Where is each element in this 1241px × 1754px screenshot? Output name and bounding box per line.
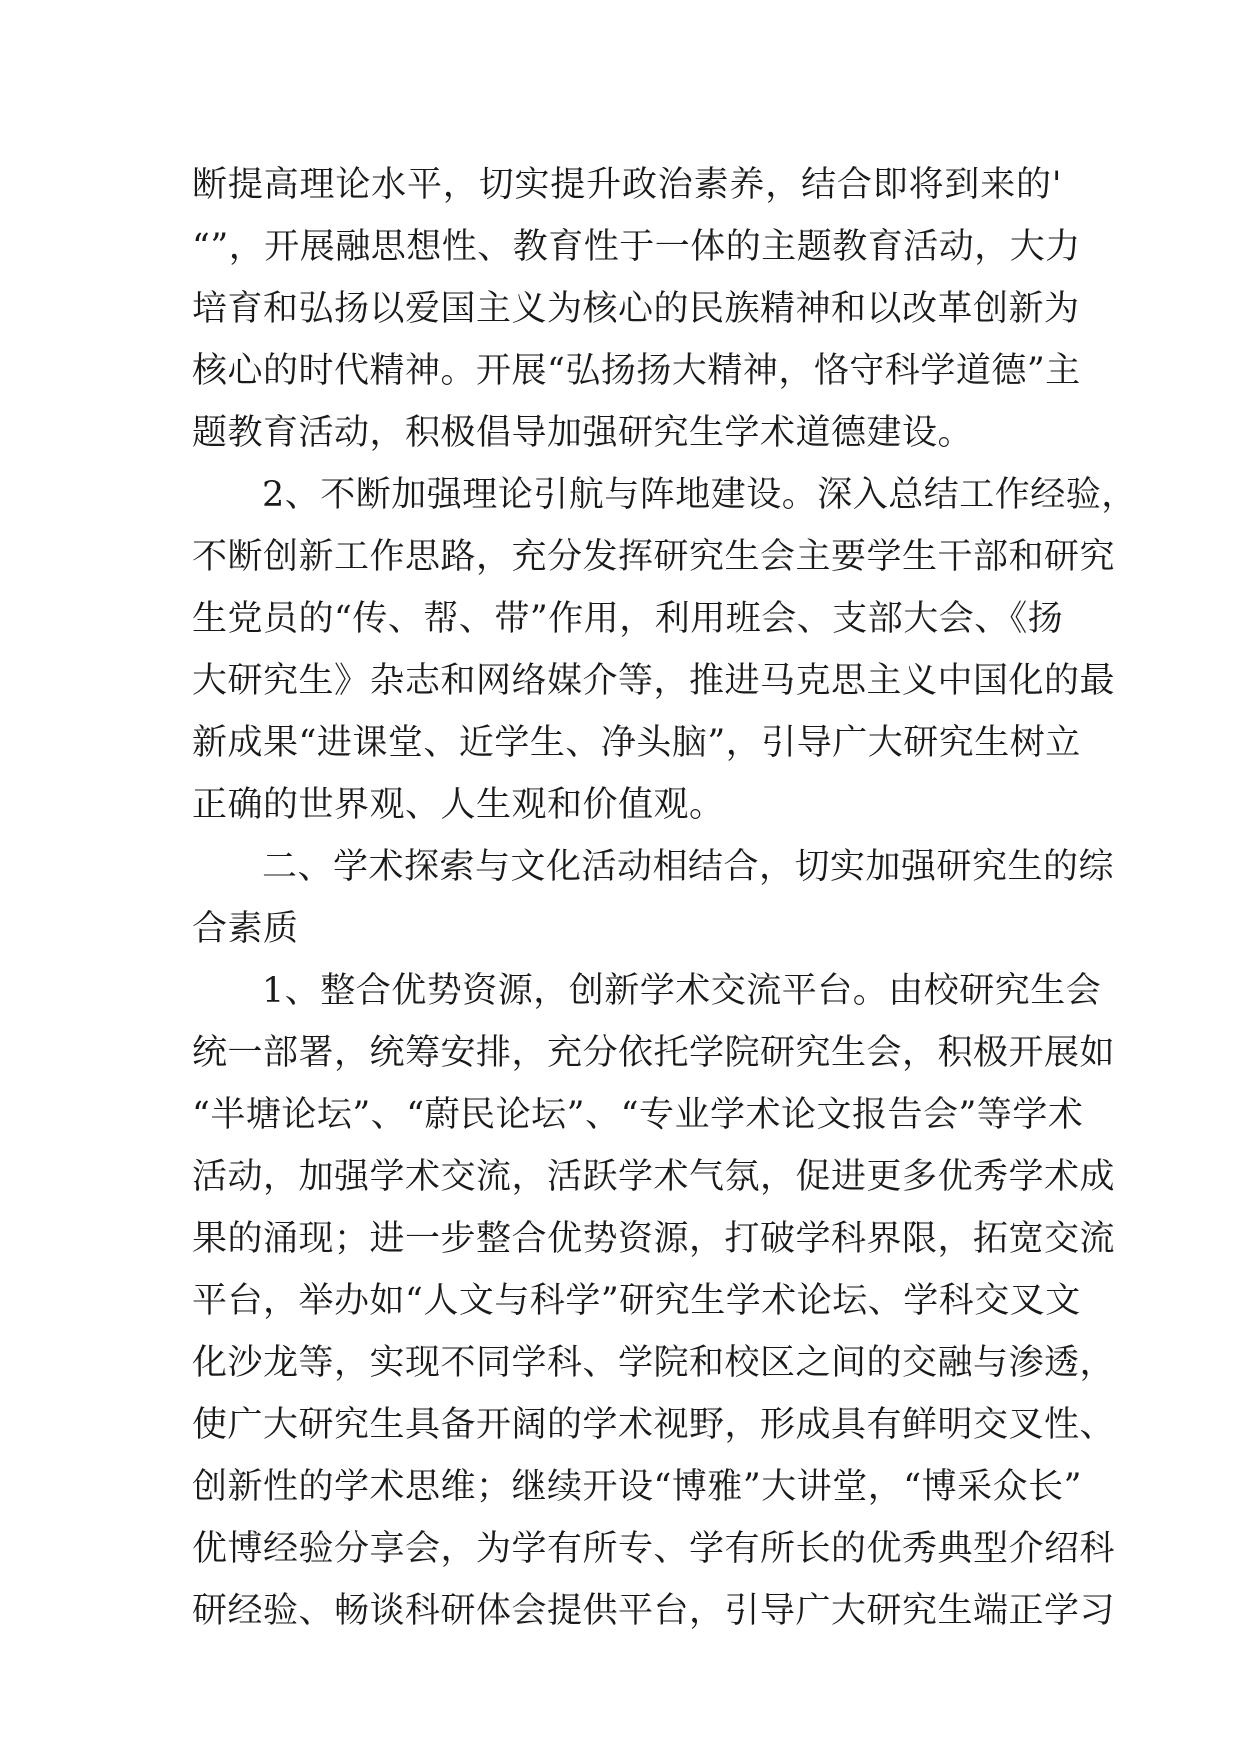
text-line: 题教育活动，积极倡导加强研究生学术道德建设。 [192,413,974,453]
section-heading-line: 二、学术探索与文化活动相结合，切实加强研究生的综 [262,847,1115,887]
text-line: 新成果“进课堂、近学生、净头脑”，引导广大研究生树立 [192,723,1081,763]
section-heading-line: 合素质 [192,909,299,949]
text-line: 创新性的学术思维；继续开设“博雅”大讲堂，“博采众长” [192,1467,1083,1507]
text-line: 统一部署，统筹安排，充分依托学院研究生会，积极开展如 [192,1033,1116,1073]
text-line: 化沙龙等，实现不同学科、学院和校区之间的交融与渗透， [192,1343,1116,1383]
text-line: 培育和弘扬以爱国主义为核心的民族精神和以改革创新为 [192,289,1080,329]
text-line: 大研究生》杂志和网络媒介等，推进马克思主义中国化的最 [192,661,1116,701]
text-line: 使广大研究生具备开阔的学术视野，形成具有鲜明交叉性、 [192,1405,1116,1445]
text-line: 2、不断加强理论引航与阵地建设。深入总结工作经验， [262,475,1137,515]
text-line: 优博经验分享会，为学有所专、学有所长的优秀典型介绍科 [192,1529,1116,1569]
text-line: 活动，加强学术交流，活跃学术气氛，促进更多优秀学术成 [192,1157,1116,1197]
text-line: 平台，举办如“人文与科学”研究生学术论坛、学科交叉文 [192,1281,1081,1321]
body-text [192,154,1137,1642]
text-line: 果的涌现；进一步整合优势资源，打破学科界限，拓宽交流 [192,1219,1116,1259]
text-line: “”，开展融思想性、教育性于一体的主题教育活动，大力 [192,227,1081,267]
text-line: “半塘论坛”、“蔚民论坛”、“专业学术论文报告会”等学术 [192,1095,1084,1135]
text-line: 研经验、畅谈科研体会提供平台，引导广大研究生端正学习 [192,1591,1116,1631]
text-line: 断提高理论水平，切实提升政治素养，结合即将到来的' [192,165,1062,205]
text-line: 1、整合优势资源，创新学术交流平台。由校研究生会 [262,971,1102,1011]
text-line: 正确的世界观、人生观和价值观。 [192,785,725,825]
text-line: 核心的时代精神。开展“弘扬扬大精神，恪守科学道德”主 [192,351,1081,391]
text-line: 生党员的“传、帮、带”作用，利用班会、支部大会、《扬 [192,599,1064,639]
text-line: 不断创新工作思路，充分发挥研究生会主要学生干部和研究 [192,537,1116,577]
